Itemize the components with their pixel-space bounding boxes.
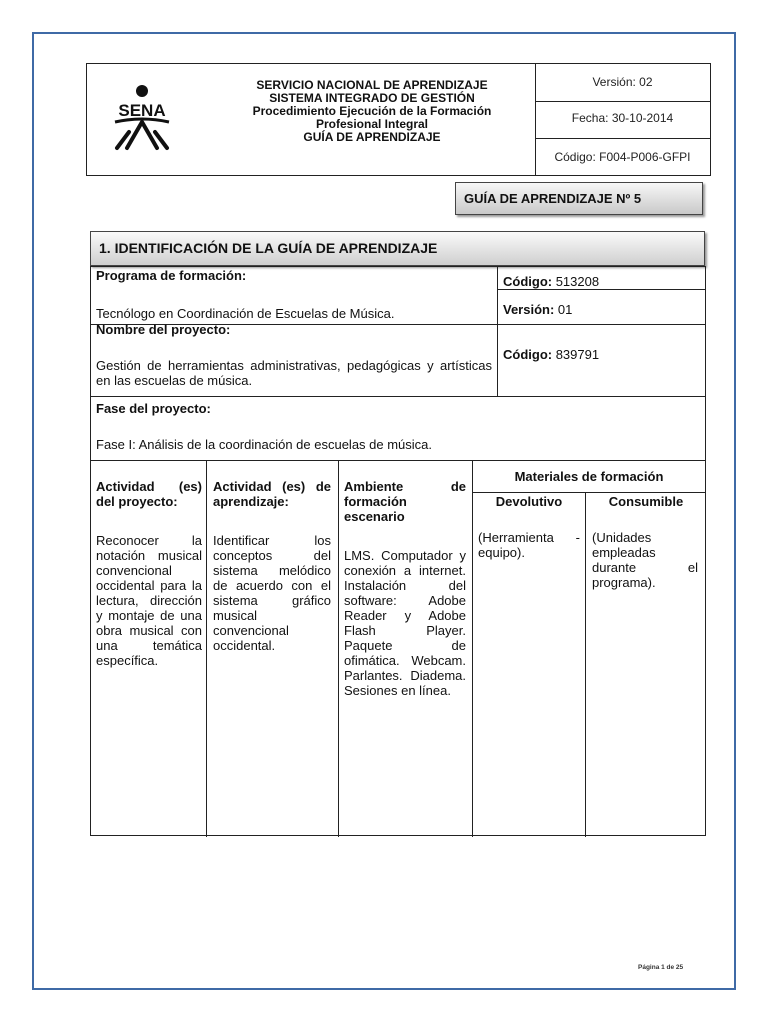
project-activity-header: Actividad (es) del proyecto: xyxy=(96,479,202,509)
consumible-header: Consumible xyxy=(608,494,684,509)
program-code-label: Código: xyxy=(503,274,553,289)
project-code xyxy=(503,347,599,362)
header-code: Código: F004-P006-GFPI xyxy=(554,150,691,164)
environment-text: LMS. Computador y conexión a internet. Instalación del software: Adobe Reader y Adobe Flash Player. Paquete de ofimática. Webcam. Parlantes. Diadema. Sesiones en línea. xyxy=(344,548,466,698)
header-date: Fecha: 30-10-2014 xyxy=(571,111,674,125)
program-version-label: Versión: xyxy=(503,302,555,317)
project-activity-text: Reconocer la notación musical convencional occidental para la lectura, dirección y montaje de una obra musical con una temática específica. xyxy=(96,533,202,668)
document-header xyxy=(86,63,711,176)
project-code-label: Código: xyxy=(503,347,553,362)
sena-logo-text: SENA xyxy=(118,101,166,120)
header-title xyxy=(207,79,537,144)
guide-number-box: GUÍA DE APRENDIZAJE Nº 5 xyxy=(455,182,703,215)
sena-logo xyxy=(105,82,179,154)
program-value: Tecnólogo en Coordinación de Escuelas de Música. xyxy=(96,306,395,321)
project-label: Nombre del proyecto: xyxy=(96,322,231,337)
section-heading: 1. IDENTIFICACIÓN DE LA GUÍA DE APRENDIZAJE xyxy=(90,231,705,266)
header-title-line: Profesional Integral xyxy=(315,117,429,131)
program-version xyxy=(503,302,572,317)
header-title-line: SERVICIO NACIONAL DE APRENDIZAJE xyxy=(256,78,488,92)
page-footer: Página 1 de 25 xyxy=(638,964,684,971)
environment-header: Ambiente de formación escenario xyxy=(344,479,466,524)
consumible-text: (Unidades empleadas durante el programa). xyxy=(592,530,698,590)
header-version: Versión: 02 xyxy=(592,75,653,89)
learning-activity-text: Identificar los conceptos del sistema melódico de acuerdo con el sistema gráfico musical convencional occidental. xyxy=(213,533,331,653)
devolutivo-text: (Herramienta - equipo). xyxy=(478,530,580,560)
program-code-value: 513208 xyxy=(552,274,600,289)
program-code xyxy=(503,274,599,289)
phase-label: Fase del proyecto: xyxy=(96,401,211,416)
devolutivo-header: Devolutivo xyxy=(495,494,563,509)
program-label: Programa de formación: xyxy=(96,268,247,283)
project-value: Gestión de herramientas administrativas, pedagógicas y artísticas en las escuelas de música. xyxy=(96,358,492,388)
phase-value: Fase I: Análisis de la coordinación de escuelas de música. xyxy=(96,437,433,452)
program-version-value: 01 xyxy=(554,302,573,317)
header-title-line: Procedimiento Ejecución de la Formación xyxy=(252,104,492,118)
header-title-line: GUÍA DE APRENDIZAJE xyxy=(303,130,441,144)
header-title-line: SISTEMA INTEGRADO DE GESTIÓN xyxy=(269,91,475,105)
project-code-value: 839791 xyxy=(552,347,600,362)
materials-header: Materiales de formación xyxy=(514,469,664,484)
learning-activity-header: Actividad (es) de aprendizaje: xyxy=(213,479,331,509)
